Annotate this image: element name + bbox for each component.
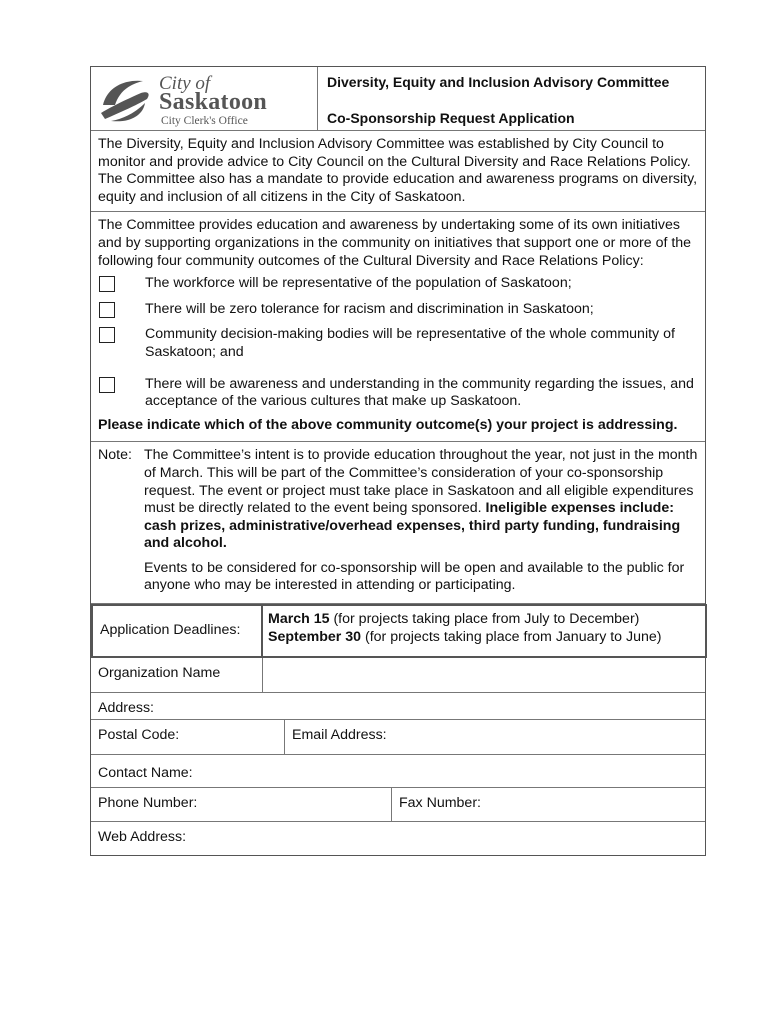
outcomes-prompt: Please indicate which of the above community outcome(s) your project is addressing. bbox=[98, 416, 678, 433]
outcome-checkbox-3[interactable] bbox=[99, 327, 115, 343]
outcome-label: The workforce will be representative of the population of Saskatoon; bbox=[145, 275, 572, 292]
form-header bbox=[91, 67, 705, 131]
deadline-date: September 30 bbox=[268, 629, 362, 646]
web-address-field[interactable] bbox=[91, 822, 705, 855]
postal-email-row bbox=[91, 719, 705, 755]
outcome-item bbox=[98, 376, 698, 411]
outcomes-section bbox=[91, 212, 705, 442]
outcome-item bbox=[98, 301, 698, 319]
logo-office-text: City Clerk's Office bbox=[161, 115, 248, 127]
deadlines-label: Application Deadlines: bbox=[93, 606, 263, 656]
logo-name-text: Saskatoon bbox=[159, 89, 268, 115]
deadlines-list bbox=[263, 606, 662, 656]
deadline-text: (for projects taking place from January to June) bbox=[361, 629, 662, 646]
contact-row bbox=[91, 755, 705, 788]
contact-name-label: Contact Name: bbox=[98, 765, 193, 782]
outcome-checkbox-2[interactable] bbox=[99, 302, 115, 318]
deadline-date: March 15 bbox=[268, 611, 330, 628]
deadlines-row bbox=[91, 604, 705, 658]
outcome-label: There will be awareness and understanding in the community regarding the issues, and acceptance of the various cultures that make up Saskatoon. bbox=[145, 375, 694, 410]
city-logo bbox=[91, 67, 318, 130]
web-address-label: Web Address: bbox=[98, 829, 187, 846]
fax-field[interactable] bbox=[392, 788, 705, 821]
outcome-label: Community decision-making bodies will be representative of the whole community of Saskatoon; and bbox=[145, 326, 675, 360]
phone-label: Phone Number: bbox=[98, 795, 198, 812]
ineligible-expenses: Ineligible expenses include: cash prizes, administrative/overhead expenses, third party funding, fundraising and alcohol. bbox=[144, 500, 681, 552]
organization-row bbox=[91, 658, 705, 693]
outcome-label: There will be zero tolerance for racism and discrimination in Saskatoon; bbox=[145, 300, 594, 317]
logo-city-text: City of bbox=[159, 73, 211, 94]
note-text: The Committee’s intent is to provide education throughout the year, not just in the month of March. This will be part of the Committee’s consideration of your co-sponsorship request. The event or project must take place in Saskatoon and all eligible expenditures must be directly related to the event being sponsored. bbox=[144, 447, 698, 517]
email-field[interactable] bbox=[285, 720, 705, 754]
phone-field[interactable] bbox=[91, 788, 392, 821]
form-title: Co-Sponsorship Request Application bbox=[327, 110, 575, 126]
application-form bbox=[90, 66, 706, 856]
deadlines-box bbox=[91, 604, 707, 658]
committee-title: Diversity, Equity and Inclusion Advisory Committee bbox=[327, 74, 670, 90]
organization-input[interactable] bbox=[263, 658, 705, 692]
address-label: Address: bbox=[98, 700, 154, 717]
outcome-checkbox-1[interactable] bbox=[99, 276, 115, 292]
outcomes-list bbox=[98, 275, 698, 411]
note-section bbox=[91, 442, 705, 604]
public-access-note: Events to be considered for co-sponsorship will be open and available to the public for anyone who may be interested in attending or participating. bbox=[144, 559, 685, 594]
saskatoon-logo-icon bbox=[97, 73, 155, 125]
organization-label: Organization Name bbox=[91, 658, 263, 692]
outcomes-intro: The Committee provides education and awareness by undertaking some of its own initiatives and by supporting organizations in the community on initiatives that support one or more of the following four community outcomes of the Cultural Diversity and Race Relations Policy: bbox=[98, 217, 692, 269]
note-label: Note: bbox=[98, 447, 132, 464]
outcome-item bbox=[98, 275, 698, 293]
intro-paragraph: The Diversity, Equity and Inclusion Advisory Committee was established by City Council to monitor and provide advice to City Council on the Cultural Diversity and Race Relations Policy. The Committee also has a mandate to provide education and awareness programs on diversity, equity and inclusion of all citizens in the City of Saskatoon. bbox=[91, 131, 705, 212]
web-row bbox=[91, 822, 705, 855]
deadline-text: (for projects taking place from July to December) bbox=[329, 611, 640, 628]
outcome-checkbox-4[interactable] bbox=[99, 377, 115, 393]
phone-fax-row bbox=[91, 788, 705, 822]
email-label: Email Address: bbox=[292, 727, 387, 744]
note-body bbox=[144, 447, 698, 595]
postal-code-field[interactable] bbox=[91, 720, 285, 754]
outcome-item bbox=[98, 326, 698, 361]
contact-name-field[interactable] bbox=[91, 755, 705, 787]
postal-code-label: Postal Code: bbox=[98, 727, 180, 744]
fax-label: Fax Number: bbox=[399, 795, 481, 812]
header-titles bbox=[318, 67, 705, 130]
address-row[interactable] bbox=[91, 693, 705, 719]
